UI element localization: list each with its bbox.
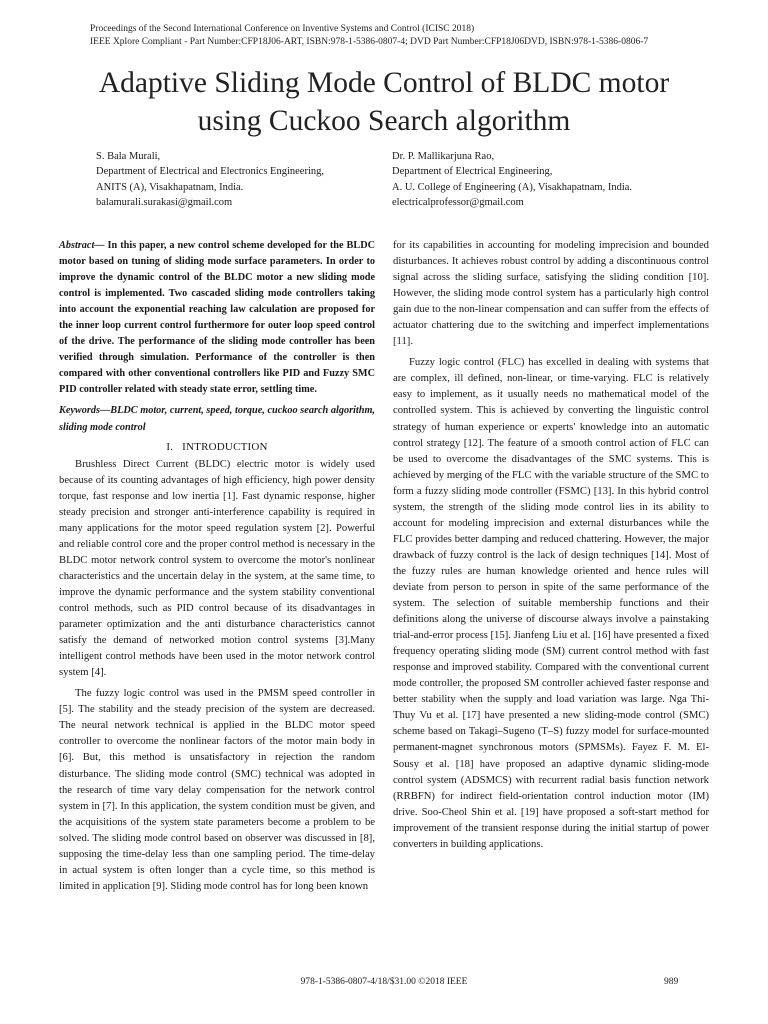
- conference-header: [90, 23, 648, 49]
- author-block-1: [96, 149, 324, 210]
- body-paragraph: for its capabilities in accounting for modeling imprecision and bounded disturbances. It achieves robust control by adding a discontinuous control signal across the sliding surface, satisfying the sliding condition [10]. However, the sliding mode control system has a particularly high control gain due to the non-linear compensation and can suffer from the effects of actuator chattering due to the switching and imperfect implementations [11].: [393, 240, 709, 348]
- abstract-text: In this paper, a new control scheme developed for the BLDC motor based on tuning of sliding mode surface parameters. In order to improve the dynamic control of the BLDC motor a new sliding mode control is implemented. Two cascaded sliding mode controllers taking into account the exponential reaching law calculation are proposed for the inner loop current control furthermore for outer loop speed control of the drive. The performance of the sliding mode controller has been verified through simulation. Performance of the controller is then compared with other conventional controllers like PID and Fuzzy SMC PID controller related with steady state error, settling time.: [59, 240, 375, 396]
- author-organization: A. U. College of Engineering (A), Visakhapatnam, India.: [392, 181, 633, 193]
- section-heading-introduction: [59, 439, 375, 455]
- conference-line: Proceedings of the Second International Conference on Inventive Systems and Control (ICISC 2018): [90, 24, 475, 34]
- author-department: Department of Electrical and Electronics Engineering,: [96, 166, 324, 178]
- section-title-rest: NTRODUCTION: [186, 440, 268, 453]
- abstract-label: Abstract—: [59, 240, 105, 251]
- author-department: Department of Electrical Engineering,: [392, 166, 553, 178]
- author-name: S. Bala Murali,: [96, 151, 161, 162]
- author-email: electricalprofessor@gmail.com: [392, 196, 524, 208]
- title-line-1: Adaptive Sliding Mode Control of BLDC motor: [98, 67, 670, 99]
- author-block-2: [392, 149, 632, 210]
- author-email: balamurali.surakasi@gmail.com: [96, 196, 233, 208]
- body-paragraph: Brushless Direct Current (BLDC) electric motor is widely used because of its counting advantages of high efficiency, high power density torque, fast response and low inertia [1]. Fast dynamic response, higher steady precision and stronger anti-interference capability is required in many applications for the motor speed regulation system [2]. Powerful and reliable control core and the proper control method is necessary in the BLDC motor network control system to overcome the motor's nonlinear characteristics and the uncertain delay in the system, at the same time, to improve the dynamic performance and the system stability conventional control methods, such as PID control because of its disadvantages in parameter optimization and the anti disturbance characteristics cannot satisfy the demand of networked motion control systems [3].Many intelligent control methods have been used in the motor network control system [4].: [59, 458, 375, 679]
- author-organization: ANITS (A), Visakhapatnam, India.: [96, 181, 244, 193]
- left-column: [59, 238, 375, 895]
- keywords: Keywords—BLDC motor, current, speed, torque, cuckoo search algorithm, sliding mode control: [59, 405, 375, 433]
- copyright-footer: 978-1-5386-0807-4/18/$31.00 ©2018 IEEE: [300, 977, 468, 987]
- author-name: Dr. P. Mallikarjuna Rao,: [392, 151, 495, 162]
- section-title-initial: I: [182, 440, 187, 453]
- title-line-2: using Cuckoo Search algorithm: [197, 105, 571, 137]
- right-column: [393, 238, 709, 853]
- body-paragraph: Fuzzy logic control (FLC) has excelled in dealing with systems that are complex, ill defined, non-linear, or time-varying. FLC is relatively easy to implement, as it usually needs no mathematical model of the controlled system. This is achieved by converting the linguistic control strategy of human experience or experts' knowledge into an automatic control strategy [12]. The feature of a smooth control action of FLC can be used to overcome the disadvantages of the SMC systems. This is achieved by merging of the FLC with the variable structure of the SMC to form a fuzzy sliding mode controller (FSMC) [13]. In this hybrid control system, the strength of the sliding mode control lies in its ability to account for modeling imprecision and external disturbances while the FLC provides better damping and reduced chattering. However, the major drawback of fuzzy control is the lack of design techniques [14]. Most of the fuzzy rules are human knowledge oriented and hence rules will deviate from person to person in spite of the same performance of the system. The selection of suitable membership functions and their definitions along the universe of discourse always involve a painstaking trial-and-error process [15]. Jianfeng Liu et al. [16] have presented a fixed frequency operating sliding mode (SM) current control method with fast response and improved stability. Compared with the conventional current mode controller, the proposed SM controller achieved faster response and better stability when the supply and load variation was large. Nga Thi-Thuy Vu et al. [17] have presented a new sliding-mode control (SMC) scheme based on Takagi–Sugeno (T–S) fuzzy model for surface-mounted permanent-magnet synchronous motors (SPMSMs). Fayez F. M. El-Sousy et al. [18] have proposed an adaptive dynamic sliding-mode control system (ADSMCS) with recurrent radial basis function network (RRBFN) for indirect field-orientation control induction motor (IM) drive. Soo-Cheol Shin et al. [19] have proposed a soft-start method for improvement of the transient response during the initial startup of power converters in building applications.: [393, 357, 709, 850]
- isbn-line: IEEE Xplore Compliant - Part Number:CFP18J06-ART, ISBN:978-1-5386-0807-4; DVD Part Number:CFP18J06DVD, ISBN:978-1-5386-0806-7: [90, 37, 649, 47]
- paper-title: [0, 64, 768, 140]
- page-number: 989: [664, 977, 679, 987]
- section-number: I.: [166, 440, 174, 453]
- abstract: [59, 238, 375, 398]
- body-paragraph: The fuzzy logic control was used in the PMSM speed controller in [5]. The stability and the steady precision of the system are decreased. The neural network technical is applied in the BLDC motor speed controller to overcome the nonlinear factors of the motor main body in [6]. But, this method is unsatisfactory in rejection the random disturbance. The sliding mode control (SMC) technical was adopted in the research of time vary delay compensation for the network control system in [7]. In this application, the system condition must be given, and the acquisitions of the system state parameters become a problem to be solved. The sliding mode control based on observer was discussed in [8], supposing the time-delay less than one sampling period. The time-delay in actual system is often longer than a cycle time, so this method is limited in application [9]. Sliding mode control has for long been known: [59, 688, 375, 892]
